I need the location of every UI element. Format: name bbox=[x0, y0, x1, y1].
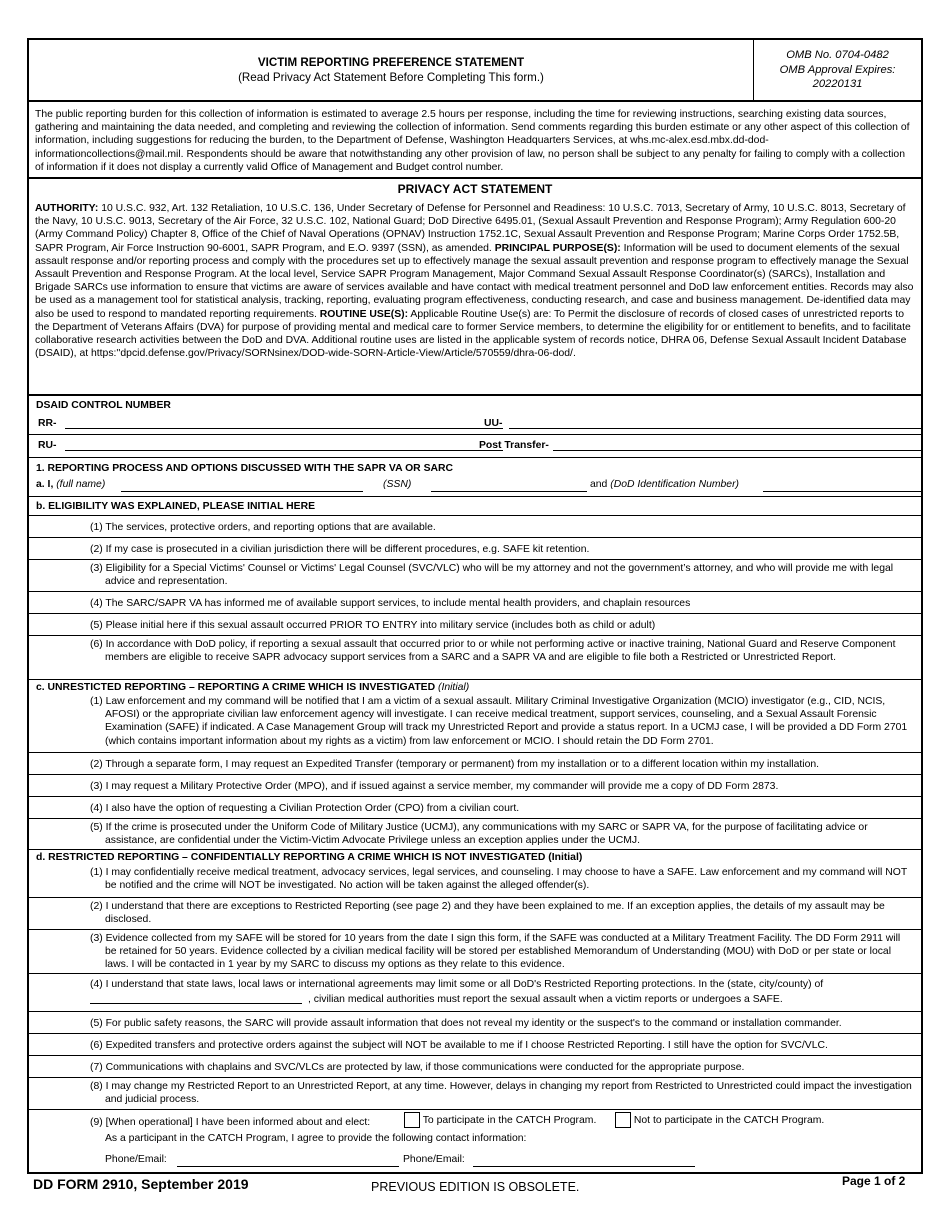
omb-expires-date: 20220131 bbox=[812, 78, 863, 91]
list-item[interactable] bbox=[29, 898, 921, 930]
item-text: (3) I may request a Military Protective Order (MPO), and if issued against a service member, my commander will provide me a copy of DD Form 2873. bbox=[90, 781, 779, 792]
catch-program bbox=[29, 1110, 921, 1179]
item-text: (5) Please initial here if this sexual assault occurred PRIOR TO ENTRY into military service (includes both as child or adult) bbox=[90, 620, 656, 631]
list-item[interactable] bbox=[29, 538, 921, 560]
item-text-cont: , civilian medical authorities must report the sexual assault when a victim reports or undergoes a SAFE. bbox=[308, 994, 783, 1005]
participate-label: To participate in the CATCH Program. bbox=[422, 1114, 597, 1126]
post-transfer-field[interactable] bbox=[553, 450, 921, 451]
authority-label: AUTHORITY: bbox=[35, 203, 99, 214]
dod-id-hint: (DoD Identification Number) bbox=[610, 479, 740, 490]
catch-participate-option[interactable] bbox=[404, 1112, 596, 1128]
list-item[interactable] bbox=[29, 1012, 921, 1034]
full-name-field[interactable] bbox=[121, 491, 363, 492]
uu-label: UU- bbox=[484, 418, 503, 429]
ssn-label: (SSN) bbox=[383, 479, 412, 490]
title-block bbox=[29, 40, 753, 100]
jurisdiction-field[interactable] bbox=[90, 1003, 302, 1004]
list-item[interactable] bbox=[29, 930, 921, 974]
item-text: (2) I understand that there are exceptions to Restricted Reporting (see page 2) and they have been explained to me. If an exception applies, the details of my assault may be disclosed. bbox=[90, 901, 885, 926]
privacy-act-title: PRIVACY ACT STATEMENT bbox=[397, 182, 553, 196]
section-d-intro[interactable] bbox=[29, 850, 921, 898]
omb-number: OMB No. 0704-0482 bbox=[786, 49, 889, 61]
form-id: DD FORM 2910, September 2019 bbox=[33, 1176, 249, 1192]
item-text: (7) Communications with chaplains and SVC/VLCs are protected by law, if those communications were conducted for the appropriate purpose. bbox=[90, 1062, 745, 1073]
section-c-title-text: c. UNRESTICTED REPORTING – REPORTING A CRIME WHICH IS INVESTIGATED bbox=[36, 682, 436, 693]
a-label: a. I, bbox=[36, 479, 54, 490]
rr-field[interactable] bbox=[65, 428, 503, 429]
item-text: (3) Eligibility for a Special Victims' Counsel or Victims' Legal Counsel (SVC/VLC) who will be my attorney and not the government’s attorney, and who will provide me with legal advice and representation. bbox=[90, 563, 894, 588]
list-item[interactable] bbox=[29, 1034, 921, 1056]
list-item[interactable] bbox=[29, 753, 921, 775]
section-1 bbox=[29, 458, 921, 497]
omb-block bbox=[753, 40, 921, 100]
omb-expires-label: OMB Approval Expires: bbox=[779, 63, 896, 76]
item-text: (2) Through a separate form, I may request an Expedited Transfer (temporary or permanent) from my installation or to a different location within my installation. bbox=[90, 759, 820, 770]
item-text: (1) The services, protective orders, and reporting options that are available. bbox=[90, 522, 436, 533]
item-text: (4) I also have the option of requesting a Civilian Protection Order (CPO) from a civilian court. bbox=[90, 803, 520, 814]
catch-intro: (9) [When operational] I have been informed about and elect: bbox=[90, 1117, 371, 1128]
purpose-label: PRINCIPAL PURPOSE(S): bbox=[494, 242, 621, 254]
dsaid-divider bbox=[29, 434, 921, 435]
list-item[interactable] bbox=[29, 775, 921, 797]
item-text: (5) If the crime is prosecuted under the Uniform Code of Military Justice (UCMJ), any communications with my SARC or SAPR VA, for the purpose of facilitating advice or assistance, are confidential under the Victim-Victim Advocate Privilege unless an exception applies under the UCMJ. bbox=[90, 822, 868, 847]
dod-id-label bbox=[590, 478, 739, 491]
item-text: (2) If my case is prosecuted in a civilian jurisdiction there will be different procedures, e.g. SAFE kit retention. bbox=[90, 544, 590, 555]
section-c-title bbox=[36, 681, 469, 694]
section-1-title: 1. REPORTING PROCESS AND OPTIONS DISCUSSED WITH THE SAPR VA OR SARC bbox=[36, 463, 454, 474]
rr-label: RR- bbox=[38, 418, 57, 429]
ssn-field[interactable] bbox=[431, 491, 587, 492]
item-text: (3) Evidence collected from my SAFE will be stored for 10 years from the date I sign this form, if the SAFE was conducted at a Military Treatment Facility. The DD Form 2911 will be retained for 50 years. Evidence collected by a civilian medical facility will be stored per established Memorandum of Understanding (MOU) with DoD or per state or local laws. I will be contacted in 1 year by my SARC to discuss my options as they relate to this evidence. bbox=[90, 933, 901, 971]
burden-statement: The public reporting burden for this collection of information is estimated to average 2.5 hours per response, including the time for reviewing instructions, searching existing data sources, gathering and maintaining the data needed, and completing and reviewing the collection of information. Send comments regarding this burden estimate or any other aspect of this collection of information, including suggestions for reducing the burden, to the Department of Defense, Washington Headquarters Services, at whs.mc-alex.esd.mbx.dd-dod-informationcollections@mail.mil. Respondents should be aware that notwithstanding any other provision of law, no person shall be subject to any penalty for failing to comply with a collection of information if it does not display a currently valid Office of Management and Budget control number. bbox=[29, 102, 921, 179]
dod-id-field[interactable] bbox=[763, 491, 921, 492]
dsaid-title: DSAID CONTROL NUMBER bbox=[36, 400, 171, 411]
section-d-title: d. RESTRICTED REPORTING – CONFIDENTIALLY REPORTING A CRIME WHICH IS NOT INVESTIGATED (Initial) bbox=[36, 852, 583, 863]
phone-email-field-1[interactable] bbox=[177, 1166, 399, 1167]
section-c-intro[interactable] bbox=[29, 680, 921, 753]
phone-email-field-2[interactable] bbox=[473, 1166, 695, 1167]
catch-contact-intro: As a participant in the CATCH Program, I agree to provide the following contact information: bbox=[105, 1133, 527, 1144]
form-subtitle: (Read Privacy Act Statement Before Completing This form.) bbox=[238, 70, 544, 84]
item-text: (4) The SARC/SAPR VA has informed me of available support services, to include mental health providers, and chaplain resources bbox=[90, 598, 691, 609]
post-transfer-label: Post Transfer- bbox=[479, 440, 549, 451]
item-text: (5) For public safety reasons, the SARC will provide assault information that does not reveal my identity or the suspect's to the command or installation commander. bbox=[90, 1018, 842, 1029]
page-number: Page 1 of 2 bbox=[842, 1174, 906, 1188]
list-item[interactable] bbox=[29, 516, 921, 538]
list-item[interactable] bbox=[29, 797, 921, 819]
section-c-note: (Initial) bbox=[438, 682, 470, 693]
routine-use-label: ROUTINE USE(S): bbox=[319, 308, 409, 320]
form-header bbox=[29, 40, 921, 102]
decline-checkbox[interactable] bbox=[615, 1112, 631, 1128]
section-b-title: b. ELIGIBILITY WAS EXPLAINED, PLEASE INITIAL HERE bbox=[36, 501, 316, 512]
full-name-label bbox=[36, 478, 105, 491]
participate-checkbox[interactable] bbox=[404, 1112, 420, 1128]
uu-field[interactable] bbox=[509, 428, 921, 429]
item-text: (1) I may confidentially receive medical treatment, advocacy services, legal services, and counseling. I may choose to have a SAFE. Law enforcement and my command will NOT be notified and the crime will NOT be investigated. No action will be taken against the alleged offender(s). bbox=[90, 867, 907, 892]
authority-text: 10 U.S.C. 932, Art. 132 Retaliation, 10 U.S.C. 136, Under Secretary of Defense for Personnel and Readiness: 10 U.S.C. 7013, Secretary of Army, 10 U.S.C. 8013, Secretary of the Navy, 10 U.S.C. 9013, Secretary of the Air Force, 32 U.S.C. 102, National Guard; DoD Directive 6495.01, (Sexual Assault Prevention and Response Program); Army Regulation 600-20 (Army Command Policy) Chapter 8, Office of the Chief of Naval Operations (OPNAV) Instruction 1752.1C, Sexual Assault Prevention and Response Program; Marine Corps Order 1752.5B, SAPR Program, Air Force Instruction 90-6001, SAPR Program, and E.O. 9397 (SSN), as amended. bbox=[35, 203, 906, 254]
catch-decline-option[interactable] bbox=[615, 1112, 824, 1128]
privacy-act-body bbox=[29, 200, 921, 396]
list-item[interactable] bbox=[29, 592, 921, 614]
item-text: (8) I may change my Restricted Report to an Unrestricted Report, at any time. However, delays in changing my report from Restricted to Unrestricted could impact the investigation and judicial process. bbox=[90, 1081, 912, 1106]
list-item[interactable] bbox=[29, 974, 921, 1012]
list-item[interactable] bbox=[29, 636, 921, 680]
form-title: VICTIM REPORTING PREFERENCE STATEMENT bbox=[257, 56, 525, 69]
list-item[interactable] bbox=[29, 1056, 921, 1078]
purpose-text: Information will be used to document elements of the sexual assault response and/or reporting process and comply with the procedures set up to effectively manage the sexual assault prevention and response program to effectively manage the Sexual Assault Prevention and Response Program. At the local level, Service SAPR Program Management, Major Command Sexual Assault Response Coordinator(s) (SARCs), Installation and Brigade SARCs use information to ensure that victims are aware of services available and have contact with medical treatment personnel and DoD law enforcement entities. Records may also be used as a management tool for statistical analysis, tracking, reporting, evaluating program effectiveness, conducting research, and case and business management. De-identified data may also be used to respond to mandated reporting requirements. bbox=[35, 242, 914, 320]
phone-email-label-2: Phone/Email: bbox=[403, 1154, 465, 1165]
list-item[interactable] bbox=[29, 1078, 921, 1110]
list-item[interactable] bbox=[29, 614, 921, 636]
full-name-hint: (full name) bbox=[56, 479, 106, 490]
item-text: (4) I understand that state laws, local laws or international agreements may limit some or all DoD's Restricted Reporting protections. In the (state, city/county) of bbox=[90, 979, 824, 990]
item-text: (6) In accordance with DoD policy, if reporting a sexual assault that occurred prior to or while not performing active or inactive training, National Guard and Reserve Component members are eligible to receive SAPR advocacy support services from a SARC and a SAPR VA and are eligible to file both a Restricted or Unrestricted Report. bbox=[90, 639, 896, 664]
list-item[interactable] bbox=[29, 819, 921, 850]
list-item[interactable] bbox=[29, 560, 921, 592]
form-frame bbox=[27, 38, 923, 1174]
item-text: (1) Law enforcement and my command will be notified that I am a victim of a sexual assault. Military Criminal Investigative Organization (MCIO) investigator (e.g., CID, NCIS, AFOSI) or the appropriate civilian law enforcement agency will investigate. I can receive medical treatment, support services, counseling, and a Sexual Assault Forensic Examination (SAFE) if indicated. A Case Management Group will track my Unrestricted Report and provide a status report. In a UCMJ case, I will be provided a DD Form 2701 (which contains important information about my rights as a victim) from law enforcement or MCIO. I should retain the DD Form 2701. bbox=[90, 696, 908, 747]
dsaid-control-number bbox=[29, 396, 921, 458]
ru-label: RU- bbox=[38, 440, 57, 451]
routine-use-text: Applicable Routine Use(s) are: To Permit the disclosure of records of closed cases of unrestricted reports to the Department of Veterans Affairs (DVA) for purpose of providing mental and medical care to former Service members, to determine the eligibility for or entitlement to benefits, and to facilitate collaborative research activities between the DoD and DVA. Additional routine uses are listed in the applicable system of records notice, DHRA 06, Defense Sexual Assault Incident Database (DSAID), at https:''dpcid.defense.gov/Privacy/SORNsinex/DOD-wide-SORN-Article-View/Article/570559/dhra-06-dod/. bbox=[35, 308, 911, 360]
phone-email-label-1: Phone/Email: bbox=[105, 1154, 167, 1165]
section-b-header bbox=[29, 497, 921, 516]
ru-field[interactable] bbox=[65, 450, 503, 451]
decline-label: Not to participate in the CATCH Program. bbox=[633, 1114, 825, 1126]
and-text: and bbox=[590, 479, 608, 490]
item-text: (6) Expedited transfers and protective orders against the subject will NOT be available to me if I choose Restricted Reporting. I still have the option for SVC/VLC. bbox=[90, 1040, 828, 1051]
obsolete-notice: PREVIOUS EDITION IS OBSOLETE. bbox=[371, 1180, 580, 1194]
